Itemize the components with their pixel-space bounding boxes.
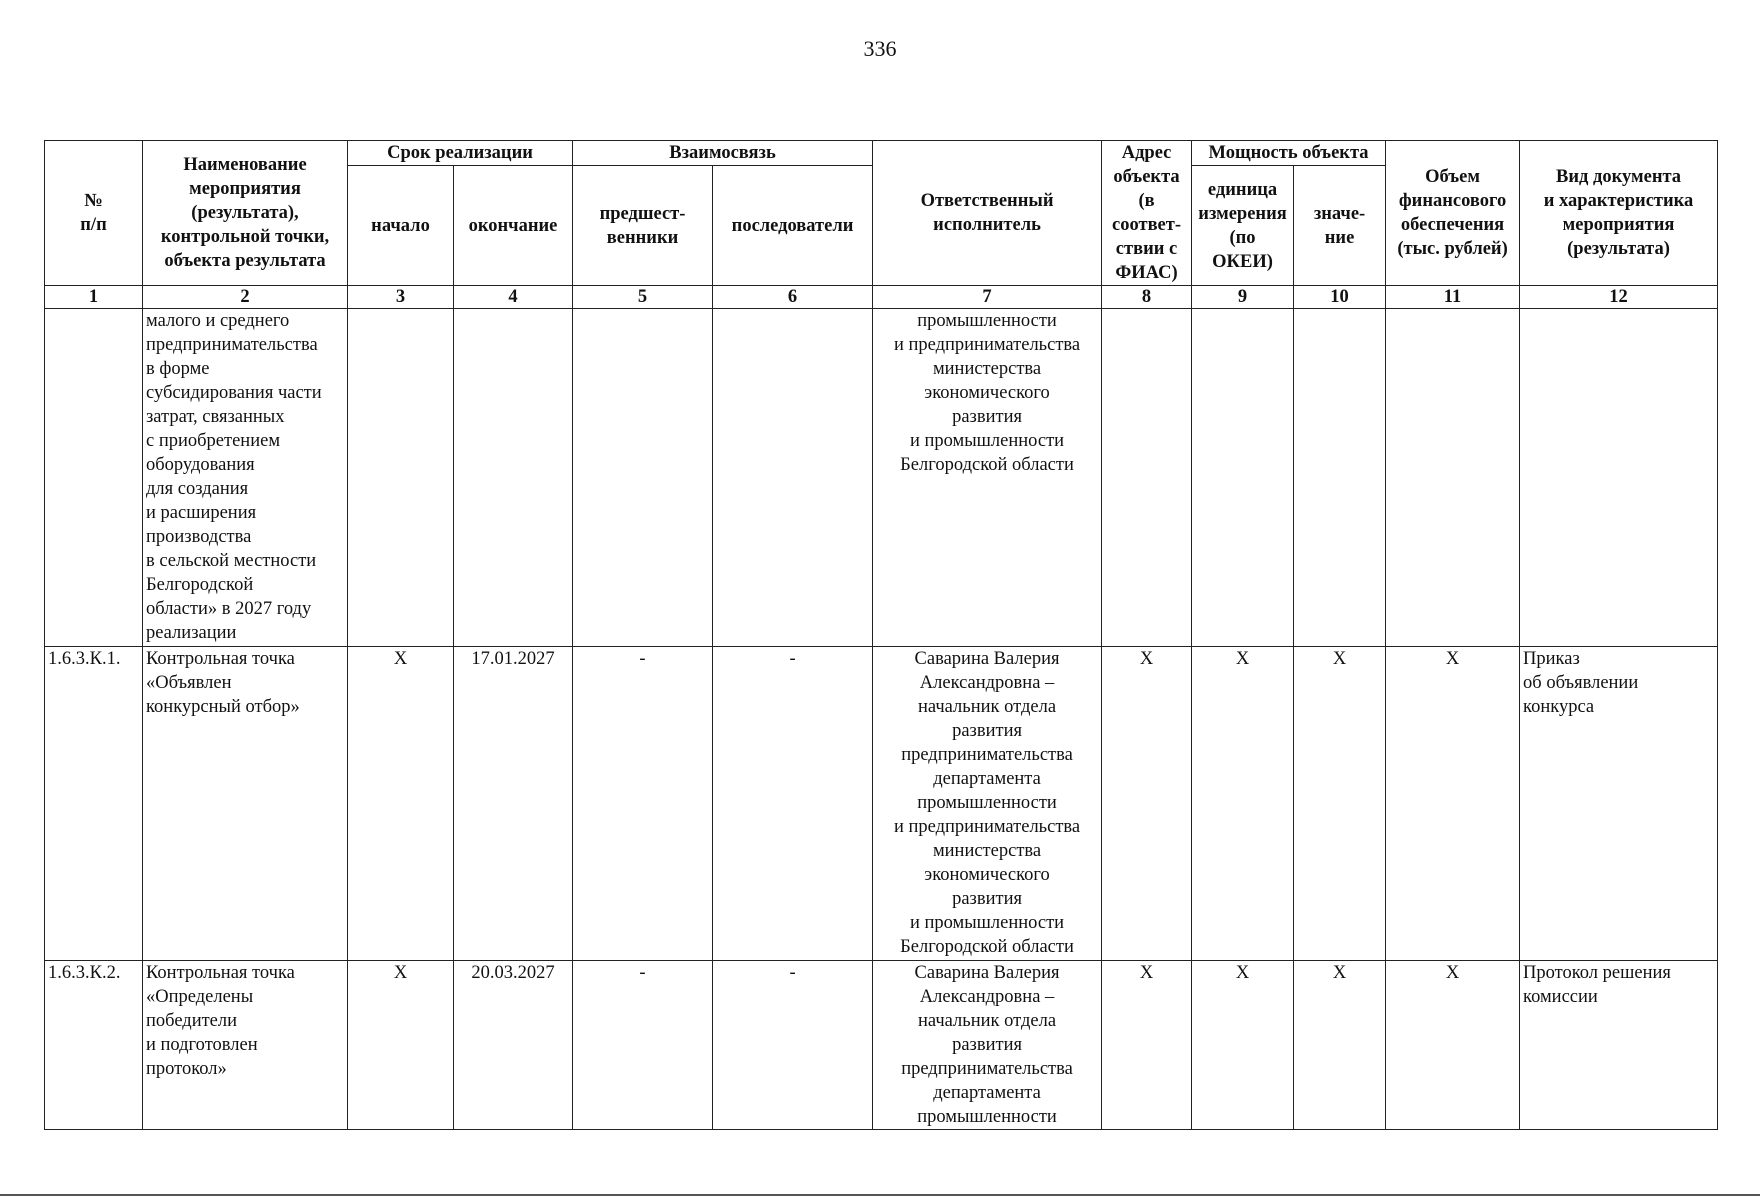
column-number: 11 (1386, 286, 1520, 309)
row-address: X (1102, 961, 1192, 1130)
row-number: 1.6.3.К.1. (45, 647, 143, 961)
row-predecessors: - (573, 647, 713, 961)
row-successors: - (713, 961, 873, 1130)
table-header (45, 141, 1718, 309)
row-finance: X (1386, 647, 1520, 961)
header-predecessors: предшест- венники (573, 166, 713, 286)
row-predecessors (573, 309, 713, 647)
header-doc-type: Вид документа и характеристика мероприятия (результата) (1520, 141, 1718, 286)
column-numbers-row (45, 286, 1718, 309)
header-start: начало (348, 166, 454, 286)
header-executor: Ответственный исполнитель (873, 141, 1102, 286)
row-doc-type: Приказ об объявлении конкурса (1520, 647, 1718, 961)
row-executor: Саварина Валерия Александровна – начальник отдела развития предпринимательства департамента промышленности и предпринимательства министерства экономического развития и промышленности Белгородской области (873, 647, 1102, 961)
header-name: Наименование мероприятия (результата), контрольной точки, объекта результата (143, 141, 348, 286)
row-end (454, 309, 573, 647)
row-number: 1.6.3.К.2. (45, 961, 143, 1130)
column-number: 10 (1294, 286, 1386, 309)
row-address (1102, 309, 1192, 647)
row-start (348, 309, 454, 647)
column-number: 3 (348, 286, 454, 309)
row-start: X (348, 647, 454, 961)
bottom-rule (0, 1194, 1760, 1196)
table-row (45, 961, 1718, 1130)
row-number (45, 309, 143, 647)
header-number: № п/п (45, 141, 143, 286)
row-doc-type (1520, 309, 1718, 647)
table-row (45, 647, 1718, 961)
column-number: 8 (1102, 286, 1192, 309)
row-name: Контрольная точка «Объявлен конкурсный отбор» (143, 647, 348, 961)
header-link-group: Взаимосвязь (573, 141, 873, 166)
header-end: окончание (454, 166, 573, 286)
row-unit: X (1192, 647, 1294, 961)
row-successors: - (713, 647, 873, 961)
column-number: 12 (1520, 286, 1718, 309)
header-address: Адрес объекта (в соответ- ствии с ФИАС) (1102, 141, 1192, 286)
row-unit: X (1192, 961, 1294, 1130)
column-number: 7 (873, 286, 1102, 309)
row-name: Контрольная точка «Определены победители и подготовлен протокол» (143, 961, 348, 1130)
row-value: X (1294, 961, 1386, 1130)
row-start: X (348, 961, 454, 1130)
row-end: 17.01.2027 (454, 647, 573, 961)
row-finance (1386, 309, 1520, 647)
table-row (45, 309, 1718, 647)
column-number: 1 (45, 286, 143, 309)
header-capacity-group: Мощность объекта (1192, 141, 1386, 166)
row-successors (713, 309, 873, 647)
page-number: 336 (863, 36, 897, 61)
row-executor: промышленности и предпринимательства министерства экономического развития и промышленности Белгородской области (873, 309, 1102, 647)
row-predecessors: - (573, 961, 713, 1130)
column-number: 6 (713, 286, 873, 309)
header-successors: последователи (713, 166, 873, 286)
row-value: X (1294, 647, 1386, 961)
header-term-group: Срок реализации (348, 141, 573, 166)
header-unit: единица измерения (по ОКЕИ) (1192, 166, 1294, 286)
column-number: 4 (454, 286, 573, 309)
header-finance: Объем финансового обеспечения (тыс. рублей) (1386, 141, 1520, 286)
row-executor: Саварина Валерия Александровна – начальник отдела развития предпринимательства департамента промышленности (873, 961, 1102, 1130)
column-number: 5 (573, 286, 713, 309)
row-doc-type: Протокол решения комиссии (1520, 961, 1718, 1130)
header-value: значе- ние (1294, 166, 1386, 286)
row-end: 20.03.2027 (454, 961, 573, 1130)
column-number: 9 (1192, 286, 1294, 309)
row-name: малого и среднего предпринимательства в форме субсидирования части затрат, связанных с приобретением оборудования для создания и расширения производства в сельской местности Белгородской области» в 2027 году реализации (143, 309, 348, 647)
row-unit (1192, 309, 1294, 647)
row-value (1294, 309, 1386, 647)
row-address: X (1102, 647, 1192, 961)
row-finance: X (1386, 961, 1520, 1130)
column-number: 2 (143, 286, 348, 309)
plan-table (44, 140, 1718, 1130)
